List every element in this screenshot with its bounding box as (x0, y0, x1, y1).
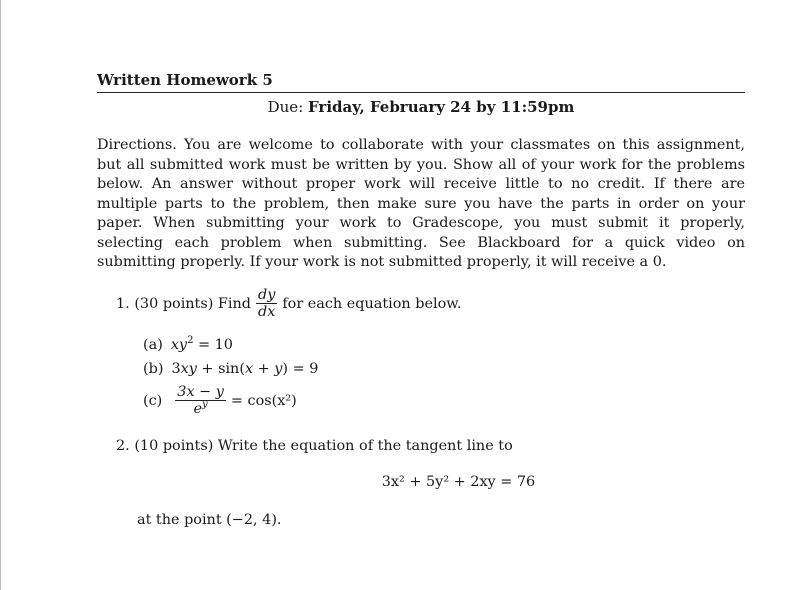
fraction-numerator: dy (257, 287, 276, 303)
part-a-equation: $xy^2 = 10$ (170, 334, 233, 353)
dy-dx-fraction (256, 287, 277, 320)
part-b (143, 357, 745, 381)
problem-2-point: at the point (−2, 4). (137, 511, 282, 528)
part-c (143, 381, 745, 421)
problem-1 (116, 285, 745, 421)
page-left-border (0, 0, 1, 590)
problem-2-number: 2. (116, 437, 130, 454)
document-page (97, 70, 745, 531)
problem-2-text: (10 points) Write the equation of the tangent line to (134, 437, 513, 454)
part-c-label: (c) (143, 392, 163, 409)
problem-1-suffix: for each equation below. (282, 295, 462, 312)
problem-1-prefix: (30 points) Find (134, 295, 251, 312)
due-date-value: Friday, February 24 by 11:59pm (308, 98, 575, 116)
part-c-denominator: $e^y$ (193, 399, 208, 417)
part-a (143, 333, 745, 357)
part-a-label: (a) (143, 336, 163, 353)
part-b-equation: 3xy + sin(x + y) = 9 (171, 360, 319, 377)
problem-2-statement (116, 435, 745, 457)
fraction-denominator: dx (257, 304, 276, 320)
problem-list (97, 285, 745, 531)
problem-1-parts (143, 333, 745, 421)
part-b-label: (b) (143, 360, 164, 377)
part-c-fraction (175, 384, 226, 417)
problem-2 (116, 435, 745, 531)
due-date-line (97, 97, 745, 117)
part-c-rhs: = cos(x²) (230, 392, 297, 409)
due-label: Due: (267, 98, 304, 116)
problem-2-equation: 3x² + 5y² + 2xy = 76 (381, 473, 536, 490)
problem-1-statement (116, 285, 745, 323)
homework-title: Written Homework 5 (97, 70, 745, 93)
directions-paragraph: Directions. You are welcome to collaborate with your classmates on this assignment, but all submitted work must be written by you. Show all of your work for the problems below. An answer without proper work will receive little to no credit. If there are multiple parts to the problem, then make sure you have the parts in order on your paper. When submitting your work to Gradescope, you must submit it properly, selecting each problem when submitting. See Blackboard for a quick video on submitting properly. If your work is not submitted properly, it will receive a 0. (97, 137, 745, 270)
problem-1-number: 1. (116, 295, 130, 312)
part-c-numerator: 3x − y (177, 384, 224, 400)
